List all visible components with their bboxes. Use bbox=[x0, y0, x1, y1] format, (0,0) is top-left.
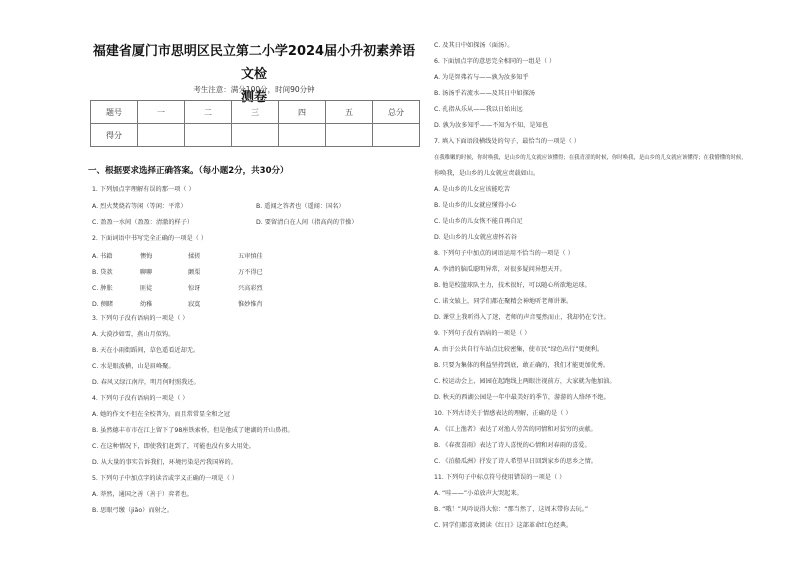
option-line: D. 课堂上我听得入了迷，老师的声音戛然而止，我却仍在专注。 bbox=[434, 314, 610, 321]
score-header-cell: 五 bbox=[326, 101, 373, 124]
option-line: C. 诺文辕上，同学们都在聚精会神地听老师讲课。 bbox=[434, 298, 573, 305]
word-grid-cell: B. 贷款 bbox=[92, 269, 113, 276]
option-line: B. “哦！”风吟说得大惊：“那当然了，这周末带你去玩。” bbox=[434, 506, 589, 513]
option-line: D. 是山乡的儿女就应虚怀若谷 bbox=[434, 234, 517, 241]
option-line: C. 是山乡的儿女恢不能自再自足 bbox=[434, 218, 523, 225]
question-line: 5. 下列句子中加点字的读音或字义正确的一项是（ ） bbox=[92, 475, 238, 482]
score-cell bbox=[373, 124, 420, 147]
option-line: C. 盈盈一水间（盈盈：清澈的样子） bbox=[92, 219, 194, 226]
word-grid-cell: 揉搓 bbox=[188, 253, 201, 260]
option-line: B. 只要为集体的利益坚持到底，敢正确的，我们才能更加优秀。 bbox=[434, 362, 610, 369]
exam-notice: 考生注意：满分100分，时间90分钟 bbox=[193, 85, 315, 94]
page-title bbox=[88, 40, 420, 109]
word-grid-cell: 颤栗 bbox=[188, 269, 201, 276]
score-row-label: 得分 bbox=[91, 124, 138, 147]
option-line: B. 是山乡的儿女就应懂得小心 bbox=[434, 202, 517, 209]
option-line: A. 大漠沙如雪，燕山月似钩。 bbox=[92, 331, 175, 338]
option-line: D. 孰为汝多知乎——不知为不知，是知也 bbox=[434, 122, 548, 129]
option-line: C. 同学们都喜欢阅读《红日》这部革命红色经典。 bbox=[434, 522, 573, 529]
word-grid-cell: 惟妙惟肖 bbox=[238, 301, 263, 308]
option-line: B. 《春夜喜雨》表达了诗人喜悦的心情和对春雨的喜爱。 bbox=[434, 442, 591, 449]
score-header-cell: 一 bbox=[138, 101, 185, 124]
score-header-cell: 四 bbox=[279, 101, 326, 124]
section-heading: 一、根据要求选择正确答案。（每小题2分，共30分） bbox=[88, 166, 289, 176]
score-cell bbox=[279, 124, 326, 147]
word-grid-cell: 寂寞 bbox=[188, 301, 201, 308]
option-line: D. 秋天的西湖公园是一年中最美好的季节，游游的人络绎不绝。 bbox=[434, 394, 610, 401]
option-line: B. 他是校篮球队主力，技术很好，可以随心所欲地运球。 bbox=[434, 282, 591, 289]
option-line: B. 思眼弓缴（jiǎo）而射之。 bbox=[92, 507, 174, 514]
word-grid-cell: 聊聊 bbox=[140, 269, 153, 276]
option-line: B. 天在小雨街蹈间，草色遥看近却无。 bbox=[92, 347, 200, 354]
word-grid-cell: 五审慎佳 bbox=[238, 253, 263, 260]
score-table-header-row bbox=[91, 101, 420, 124]
option-line: C. 在这种情况下，即使我们赶到了，可能也没有多大用处。 bbox=[92, 443, 255, 450]
word-grid-cell: 兴高彩烈 bbox=[238, 285, 263, 292]
option-line: A. 由于公共自行车站点比较密集，使市民“绿色出行”更便利。 bbox=[434, 346, 604, 353]
word-grid-cell: D. 侧睹 bbox=[92, 301, 114, 308]
score-header-cell: 题号 bbox=[91, 101, 138, 124]
question-line: 1. 下列加点字理解有误的那一项（ ） bbox=[92, 186, 195, 193]
option-line: A. 莽然，通国之善（善于）弈者也。 bbox=[92, 491, 193, 498]
question-line: 4. 下列句子没有语病的一项是（ ） bbox=[92, 395, 189, 402]
word-grid bbox=[92, 251, 422, 315]
word-grid-cell: 幼稚 bbox=[140, 301, 153, 308]
option-line: A. 李清的脑瓜聪明异常，对很多疑问异想天开。 bbox=[434, 266, 566, 273]
word-grid-cell: 万不得已 bbox=[238, 269, 263, 276]
word-grid-cell: C. 肿胀 bbox=[92, 285, 113, 292]
question-line: 11. 下列句子中标点符号使用错误的一项是（ ） bbox=[434, 474, 566, 481]
option-line: B. 虽然德丰市市在江上留下了98座铁索桥，但是他成了建湖的开山鼻祖。 bbox=[92, 427, 294, 434]
option-line: B. 汤汤乎若流水——及其日中如探汤 bbox=[434, 90, 535, 97]
question-line: 7. 填入下面语段横线处的句子，最恰当的一项是（ ） bbox=[434, 138, 580, 145]
score-cell bbox=[185, 124, 232, 147]
option-line: C. 孔指从乐从——我以日始出远 bbox=[434, 106, 523, 113]
option-line: D. 春风又绿江南岸，明月何时照我还。 bbox=[92, 379, 200, 386]
score-table-score-row bbox=[91, 124, 420, 147]
score-table bbox=[90, 100, 420, 147]
passage-line: 你唤我，是山乡的儿女就应责载如山。 bbox=[434, 170, 540, 177]
word-grid-cell: 匪徒 bbox=[140, 285, 153, 292]
question-line: 3. 下列句子没有语病的一项是（ ） bbox=[92, 315, 189, 322]
question-line: 6. 下面加点字的意思完全相同的一组是（ ） bbox=[434, 58, 556, 65]
score-header-cell: 二 bbox=[185, 101, 232, 124]
option-line: A. 为是智弗若与——孰为汝多知乎 bbox=[434, 74, 529, 81]
option-line: C. 《泊船瓜洲》抒发了诗人希望早日回到家乡的思乡之情。 bbox=[434, 458, 597, 465]
option-line: A. “哇——”小弟放声大哭起来。 bbox=[434, 490, 523, 497]
word-grid-cell: A. 书籍 bbox=[92, 253, 113, 260]
option-line: C. 水是眼波横，山是眉峰聚。 bbox=[92, 363, 175, 370]
option-line: D. 从大量的事实告诉我们，环境污染是污我国界的。 bbox=[92, 459, 237, 466]
option-line: C. 校运动会上，园园在起跑线上两眼注视前方，大家就为他加油。 bbox=[434, 378, 616, 385]
score-header-cell: 三 bbox=[232, 101, 279, 124]
passage-line: 在我稚嫩的时候，你时唤我，是山乡的儿女就应该懂得；在我青涩的时候，你时唤我，是山乡的儿女就应该懂得；在我懵懂的时候， bbox=[434, 155, 747, 161]
word-grid-cell: 懊悔 bbox=[140, 253, 153, 260]
option-line: A. 烈火焚烧若等闲（等闲：平常） bbox=[92, 203, 187, 210]
score-cell bbox=[232, 124, 279, 147]
option-line: A. 是山乡的儿女应该能吃苦 bbox=[434, 186, 511, 193]
question-line: 10. 下列古诗关于情感表达的理解，正确的是（ ） bbox=[434, 410, 572, 417]
question-line: 8. 下列句子中加点的词语运用不恰当的一项是（ ） bbox=[434, 250, 574, 257]
score-cell bbox=[326, 124, 373, 147]
score-cell bbox=[138, 124, 185, 147]
title-line-2: 测卷 bbox=[240, 90, 267, 105]
score-header-cell: 总分 bbox=[373, 101, 420, 124]
question-line: 2. 下面词语中书写完全正确的一项是（ ） bbox=[92, 235, 208, 242]
option-line: A. 《江上渔者》表达了对渔人劳苦的同情和对贫穷的贡献。 bbox=[434, 426, 597, 433]
option-line: C. 及其日中如探汤（面汤）。 bbox=[434, 42, 514, 49]
title-line-1: 福建省厦门市思明区民立第二小学2024届小升初素养语文检 bbox=[92, 44, 416, 82]
option-line: B. 遥闻之答者也（遥闻：国名） bbox=[256, 203, 345, 210]
word-grid-cell: 惊讶 bbox=[188, 285, 201, 292]
question-line: 9. 下列句子没有语病的一项是（ ） bbox=[434, 330, 531, 337]
option-line: D. 要留清白在人间（指高尚的节操） bbox=[256, 219, 358, 226]
option-line: A. 她的作文不但在全校普为，而且常常显全和之冠 bbox=[92, 411, 230, 418]
